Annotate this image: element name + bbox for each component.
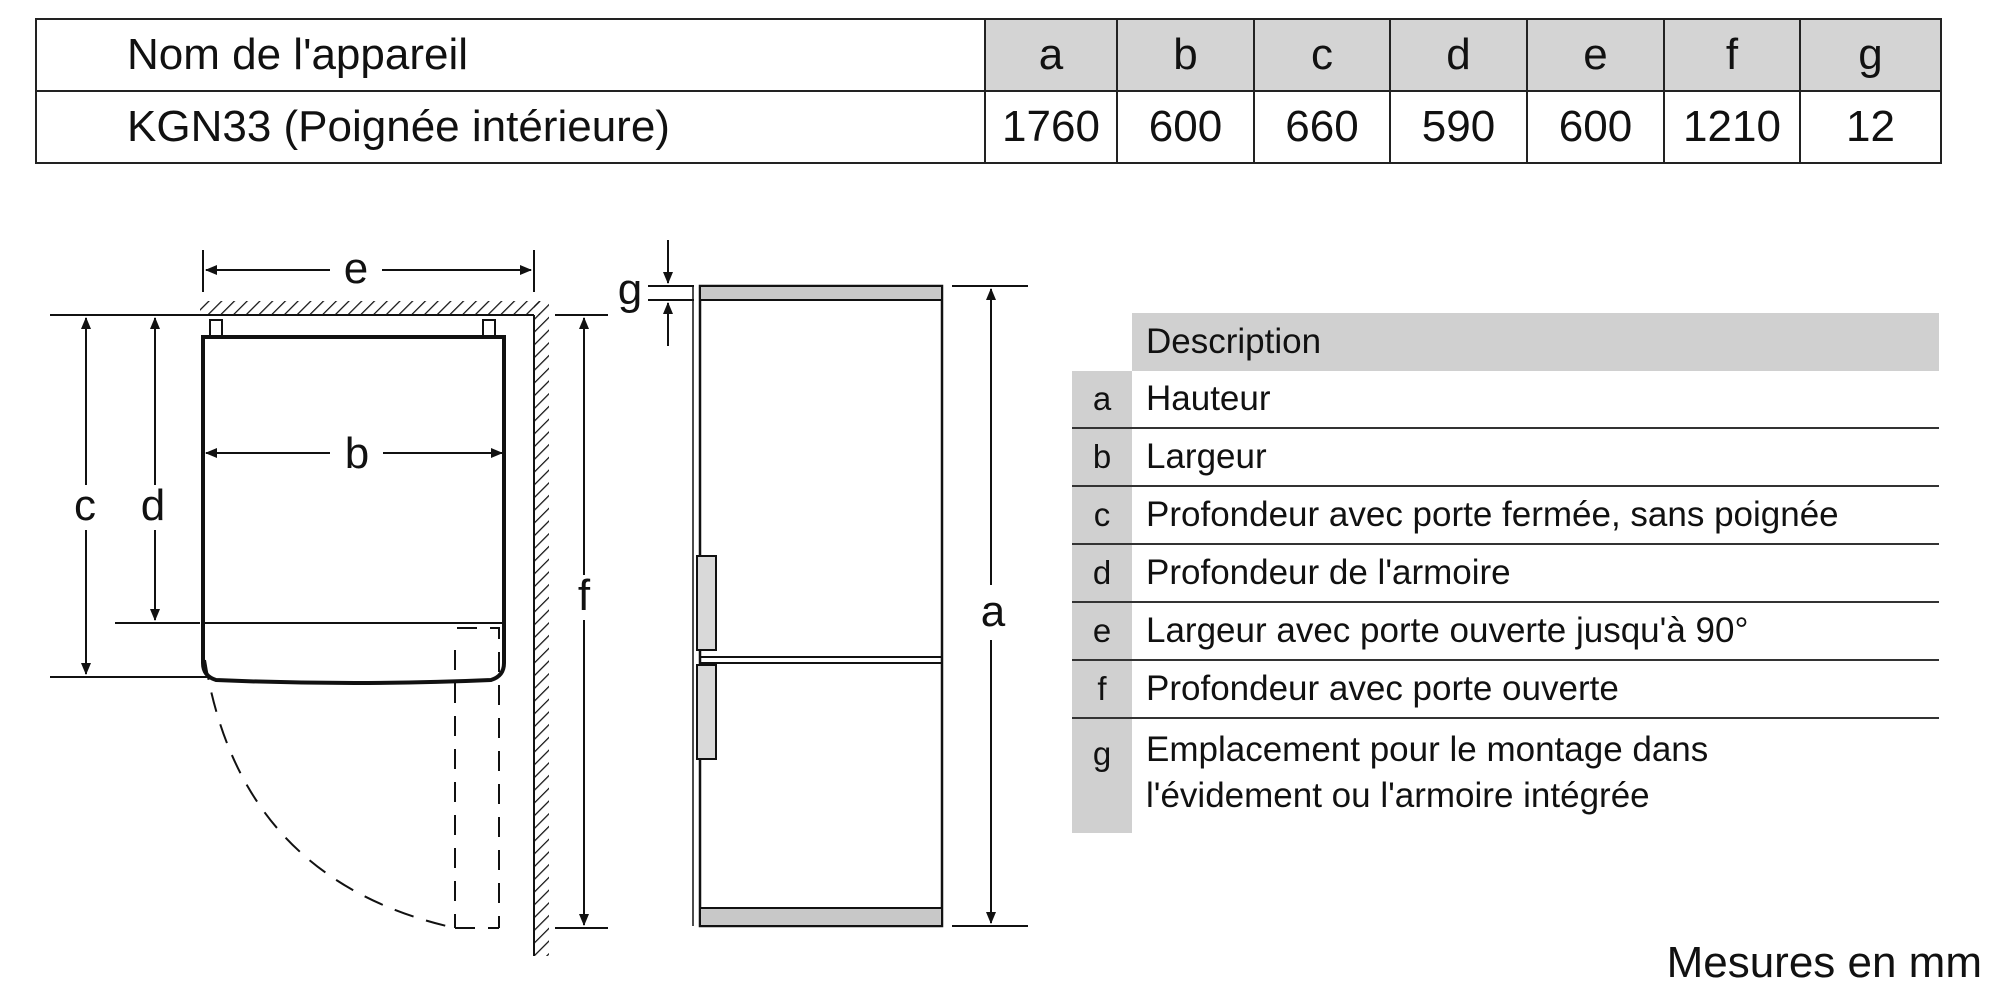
column-header-a: a [985, 19, 1117, 91]
label-d: d [140, 481, 166, 530]
wall-hatch-top [200, 301, 540, 315]
freezer-handle-fill [697, 665, 716, 759]
list-item [1072, 429, 1939, 487]
legend-text: Largeur avec porte ouverte jusqu'à 90° [1146, 611, 1749, 650]
door-swing-arc [205, 660, 455, 928]
label-a: a [980, 587, 1006, 636]
legend-header [1072, 313, 1939, 371]
label-b: b [344, 429, 370, 478]
legend-letter: a [1072, 371, 1132, 427]
value-e: 600 [1527, 91, 1664, 163]
column-header-d: d [1390, 19, 1527, 91]
hinge-left [210, 320, 222, 336]
column-header-f: f [1664, 19, 1800, 91]
list-item [1072, 545, 1939, 603]
legend-text: Largeur [1146, 437, 1267, 476]
label-e: e [343, 244, 369, 293]
value-c: 660 [1254, 91, 1390, 163]
base-plinth [700, 908, 942, 926]
open-door-outline [457, 628, 499, 928]
legend-text: Hauteur [1146, 379, 1271, 418]
legend-letter: d [1072, 545, 1132, 601]
value-f: 1210 [1664, 91, 1800, 163]
legend-letter: b [1072, 429, 1132, 485]
list-item [1072, 603, 1939, 661]
hinge-right [483, 320, 495, 336]
list-item [1072, 371, 1939, 429]
legend-letter: g [1072, 719, 1132, 833]
value-b: 600 [1117, 91, 1254, 163]
value-a: 1760 [985, 91, 1117, 163]
list-item [1072, 661, 1939, 719]
legend-text: Profondeur de l'armoire [1146, 553, 1511, 592]
legend-letter: e [1072, 603, 1132, 659]
dimension-lines-top-view [50, 250, 608, 928]
description-legend [1072, 313, 1939, 833]
list-item [1072, 719, 1939, 833]
model-name: KGN33 (Poignée intérieure) [36, 91, 985, 163]
column-header-g: g [1800, 19, 1941, 91]
legend-text: Profondeur avec porte fermée, sans poignée [1146, 495, 1839, 534]
units-note: Mesures en mm [1666, 938, 1982, 987]
label-c: c [74, 481, 96, 530]
label-g: g [617, 265, 643, 314]
column-header-c: c [1254, 19, 1390, 91]
legend-text: Profondeur avec porte ouverte [1146, 669, 1619, 708]
fridge-handle-fill [697, 556, 716, 650]
side-view [693, 286, 942, 926]
fridge-body-side [700, 286, 942, 926]
value-g: 12 [1800, 91, 1941, 163]
device-name-header: Nom de l'appareil [36, 19, 985, 91]
legend-header-label: Description [1132, 313, 1939, 371]
legend-text: Emplacement pour le montage dans l'évidement ou l'armoire intégrée [1146, 730, 1709, 815]
value-d: 590 [1390, 91, 1527, 163]
fridge-outline-top [203, 337, 504, 683]
legend-letter: f [1072, 661, 1132, 717]
wall-hatch-side [534, 301, 549, 956]
top-cover [700, 286, 942, 300]
label-f: f [577, 571, 591, 620]
column-header-e: e [1527, 19, 1664, 91]
list-item [1072, 487, 1939, 545]
column-header-b: b [1117, 19, 1254, 91]
top-view [196, 301, 549, 956]
legend-letter: c [1072, 487, 1132, 543]
